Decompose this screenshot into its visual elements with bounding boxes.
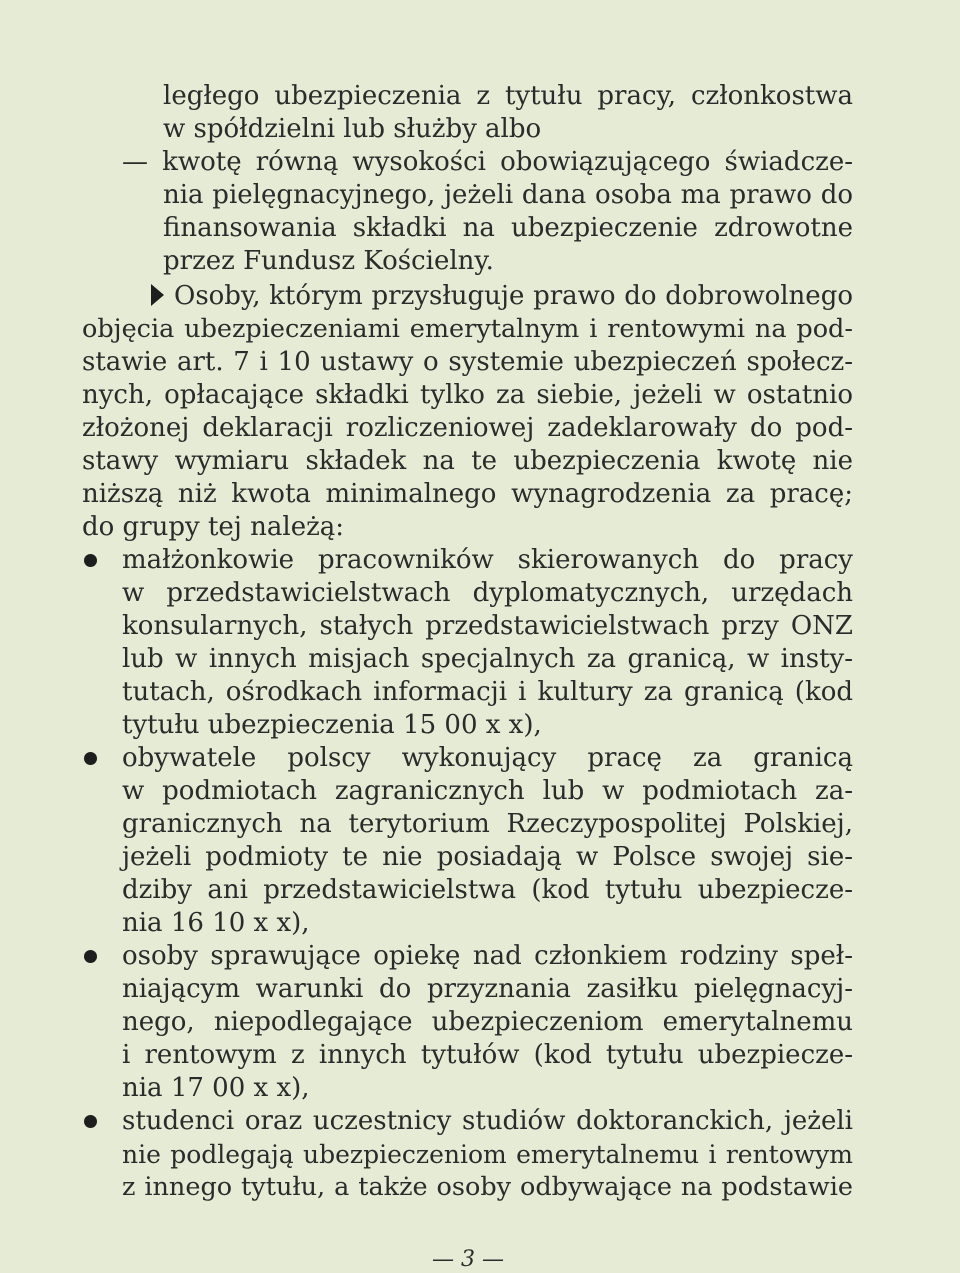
text-line: nie podlegają ubezpieczeniom emerytalnemu i rentowym (122, 1140, 853, 1169)
text-line: przez Fundusz Kościelny. (163, 246, 494, 276)
text-line: do grupy tej należą: (82, 512, 345, 542)
text-line: nia 16 10 x x), (122, 908, 310, 938)
text-line: niającym warunki do przyznania zasiłku pielęgnacyj- (122, 974, 853, 1004)
text-line: w przedstawicielstwach dyplomatycznych, urzędach (122, 578, 853, 608)
text-line: nia pielęgnacyjnego, jeżeli dana osoba ma prawo do (163, 180, 853, 210)
bullet-dot-icon (84, 554, 97, 567)
text-line: niższą niż kwota minimalnego wynagrodzenia za pracę; (82, 479, 853, 509)
text-line: tutach, ośrodkach informacji i kultury za granicą (kod (122, 677, 853, 707)
text-line: w podmiotach zagranicznych lub w podmiotach za- (122, 776, 853, 806)
triangle-right-icon (151, 284, 164, 306)
text-line: z innego tytułu, a także osoby odbywające na podstawie (122, 1172, 853, 1202)
text-line: konsularnych, stałych przedstawicielstwach przy ONZ (122, 611, 853, 641)
bullet-dot-icon (84, 1115, 97, 1128)
text-line: jeżeli podmioty te nie posiadają w Polsce swojej sie- (122, 842, 853, 872)
list-item-line: osoby sprawujące opiekę nad członkiem rodziny speł- (122, 941, 853, 971)
text-line: ległego ubezpieczenia z tytułu pracy, członkostwa (163, 81, 853, 111)
bullet-dot-icon (84, 950, 97, 963)
text-line: stawy wymiaru składek na te ubezpieczenia kwotę nie (82, 446, 853, 476)
text-line: nia 17 00 x x), (122, 1073, 310, 1103)
text-line: tytułu ubezpieczenia 15 00 x x), (122, 710, 542, 740)
list-item-line: studenci oraz uczestnicy studiów doktoranckich, jeżeli (122, 1106, 853, 1136)
section-heading-line: Osoby, którym przysługuje prawo do dobrowolnego (174, 281, 853, 311)
text-line: i rentowym z innych tytułów (kod tytułu ubezpiecze- (122, 1040, 853, 1070)
list-item-line: małżonkowie pracowników skierowanych do pracy (122, 545, 853, 575)
text-line: nych, opłacające składki tylko za siebie, jeżeli w ostatnio (82, 380, 853, 410)
text-line: finansowania składki na ubezpieczenie zdrowotne (163, 213, 853, 243)
text-line: — kwotę równą wysokości obowiązującego świadcze- (122, 147, 853, 177)
text-line: złożonej deklaracji rozliczeniowej zadeklarowały do pod- (82, 413, 853, 443)
text-line: w spółdzielni lub służby albo (163, 114, 542, 144)
text-line: objęcia ubezpieczeniami emerytalnym i rentowymi na pod- (82, 314, 853, 344)
text-line: lub w innych misjach specjalnych za granicą, w insty- (122, 644, 853, 674)
page-number: — 3 — (432, 1247, 504, 1272)
text-line: granicznych na terytorium Rzeczypospolitej Polskiej, (122, 809, 853, 839)
text-line: stawie art. 7 i 10 ustawy o systemie ubezpieczeń społecz- (82, 347, 853, 377)
list-item-line: obywatele polscy wykonujący pracę za granicą (122, 743, 853, 773)
text-line: dziby ani przedstawicielstwa (kod tytułu ubezpiecze- (122, 875, 853, 905)
text-line: nego, niepodlegające ubezpieczeniom emerytalnemu (122, 1007, 853, 1037)
bullet-dot-icon (84, 752, 97, 765)
